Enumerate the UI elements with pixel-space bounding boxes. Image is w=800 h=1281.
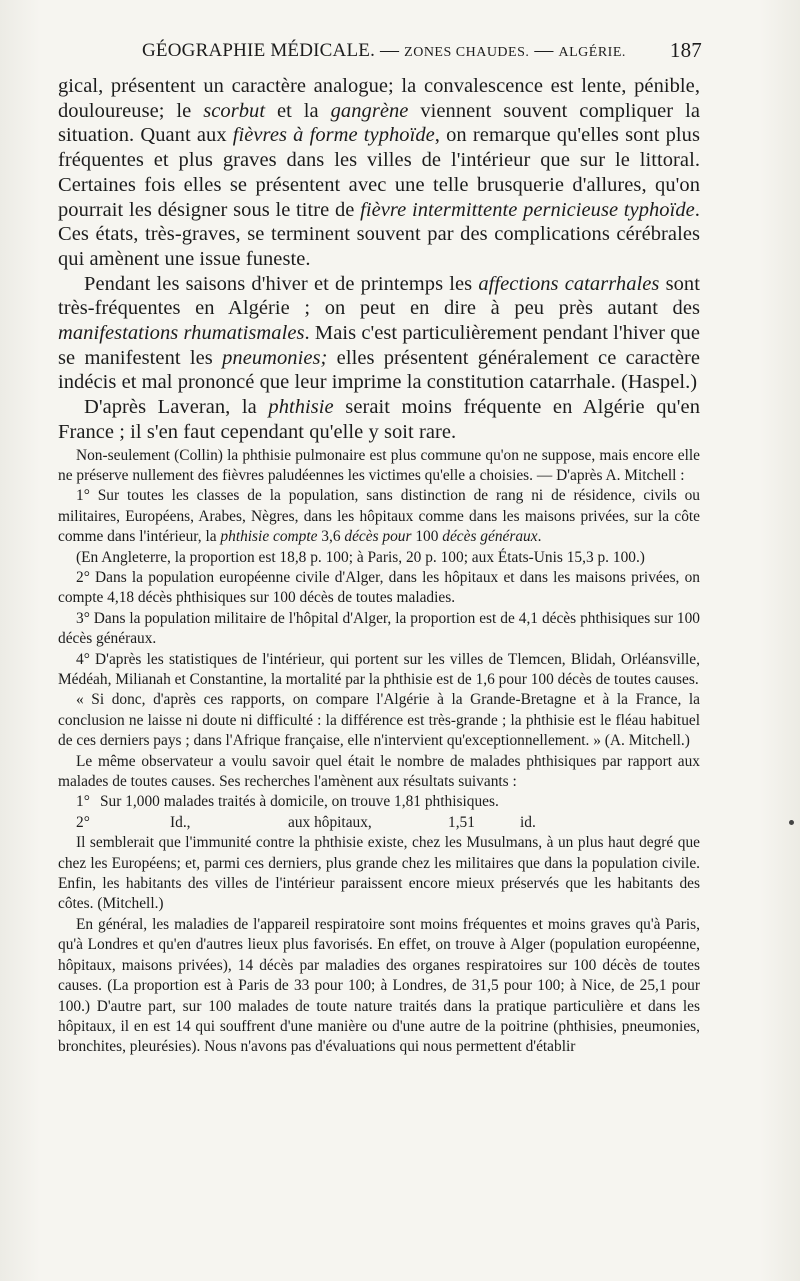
row-number: 2° — [76, 813, 90, 831]
italic-term: gangrène — [330, 99, 409, 122]
main-text — [58, 74, 700, 445]
paragraph: Non-seulement (Collin) la phthisie pulmonaire est plus commune qu'on ne suppose, mais encore elle ne préserve nullement des fièvres paludéennes les victimes qu'elle a choisies. — D'après A. Mitchell : — [58, 446, 700, 484]
text-run: D'après Laveran, la — [84, 396, 269, 419]
italic-term: manifestations rhumatismales — [58, 322, 305, 345]
text-run: sont très-fréquentes en Algérie ; on peut en dire à peu près autant des — [58, 272, 700, 320]
paragraph: 2° Dans la population européenne civile d'Alger, dans les hôpitaux et dans les maisons privées, on compte 4,18 décès phthisiques sur 100 décès de toutes maladies. — [58, 568, 700, 607]
text-run: , on remarque qu'elles sont plus fréquentes et plus graves dans les villes de l'intérieur que sur le littoral. Certaines fois elles se présentent avec une telle brusquerie d'allures, qu'on pourrait les désigner sous le titre de — [58, 124, 700, 221]
row-number: 1° — [76, 793, 90, 811]
paragraph — [58, 74, 700, 272]
quotation: « Si donc, d'après ces rapports, on compare l'Algérie à la Grande-Bretagne et à la France, la conclusion ne laisse ni doute ni difficulté : la différence est très-grande ; la phthisie est le fléau habituel de ces derniers pays ; dans l'Afrique française, elle n'intervient qu'exceptionnellement. » (A. Mitchell.) — [58, 691, 700, 750]
row-text: Sur 1,000 malades traités à domicile, on trouve 1,81 phthisiques. — [100, 793, 499, 811]
italic-term: fièvres à forme typhoïde — [232, 124, 435, 147]
paragraph — [58, 395, 700, 444]
italic-term: phthisie — [268, 396, 334, 419]
italic-term: fièvre intermittente pernicieuse typhoïde — [360, 198, 695, 221]
italic-term: affections catarrhales — [478, 272, 660, 295]
header-dash: — — [534, 40, 554, 61]
italic-term: pneumonies; — [222, 346, 328, 369]
paragraph: 3° Dans la population militaire de l'hôpital d'Alger, la proportion est de 4,1 décès phthisiques sur 100 décès généraux. — [58, 609, 700, 648]
paragraph: (En Angleterre, la proportion est 18,8 p. 100; à Paris, 20 p. 100; aux États-Unis 15,3 p. 100.) — [76, 548, 645, 566]
paragraph: Il semblerait que l'immunité contre la phthisie existe, chez les Musulmans, à un plus haut degré que chez les Européens; et, parmi ces derniers, plus grande chez les militaires que dans la population civile. Enfin, les habitants des villes de l'intérieur paraissent encore mieux préservés que les habitants des côtes. (Mitchell.) — [58, 834, 700, 913]
header-title-main: GÉOGRAPHIE MÉDICALE. — [142, 40, 376, 61]
row-idem: Id., — [170, 813, 191, 831]
running-title — [142, 40, 626, 62]
text-run: elles présentent généralement ce caractère indécis et mal prononcé que leur imprime la constitution catarrhale. (Haspel.) — [58, 346, 700, 394]
header-dash: — — [380, 40, 400, 61]
row-location: aux hôpitaux, — [288, 813, 372, 831]
text-run: serait moins fréquente en Algérie qu'en France ; il s'en faut cependant qu'elle y soit rare. — [58, 396, 700, 443]
paragraph: Le même observateur a voulu savoir quel était le nombre de malades phthisiques par rapport aux malades de toutes causes. Ses recherches l'amènent aux résultats suivants : — [58, 752, 700, 791]
paragraph — [58, 486, 700, 547]
text-run: . Ces états, très-graves, se terminent souvent par des complications cérébrales qui amènent une issue funeste. — [58, 198, 700, 270]
italic-term: phthisie compte — [220, 528, 318, 546]
text-run: 100 — [411, 528, 443, 546]
small-print-text — [58, 446, 700, 1058]
paragraph: En général, les maladies de l'appareil respiratoire sont moins fréquentes et moins graves qu'à Paris, qu'à Londres et qu'en d'autres lieux plus favorisés. En effet, on trouve à Alger (population européenne, hôpitaux, maisons privées), 14 décès par maladies des organes respiratoires sur 100 décès de toutes causes. (La proportion est à Paris de 33 pour 100; à Londres, de 31,5 pour 100; à Nice, de 25,1 pour 100.) D'autre part, sur 100 malades de toute nature traités dans la pratique particulière et dans les hôpitaux, il en est 14 qui souffrent d'une manière ou d'une autre de la poitrine (phthisies, pneumonies, bronchites, pleurésies). Nous n'avons pas d'évaluations qui nous permettent d'établir — [58, 915, 700, 1056]
text-run: . — [537, 528, 542, 546]
result-row — [58, 813, 700, 833]
italic-term: décès généraux — [442, 528, 538, 546]
page-number: 187 — [669, 38, 702, 62]
italic-term: décès pour — [344, 528, 412, 546]
text-run: gical, présentent un caractère analogue; la convalescence est lente, pénible, douloureuse; le — [58, 75, 700, 122]
text-run: . Mais c'est particulièrement pendant l'hiver que se manifestent les — [58, 322, 700, 369]
text-run: Pendant les saisons d'hiver et de printemps les — [84, 272, 479, 295]
text-run: 1° Sur toutes les classes de la population, sans distinction de rang ni de résidence, civils ou militaires, Européens, Arabes, Nègres, dans les hôpitaux comme dans les maisons privées, sur la côte comme dans l'intérieur, la — [58, 487, 700, 546]
row-idem: id. — [520, 813, 536, 831]
page-body — [58, 74, 700, 1058]
result-row — [58, 792, 700, 812]
row-value: 1,51 — [448, 813, 475, 831]
header-section: ZONES CHAUDES. — [404, 45, 530, 60]
italic-term: scorbut — [203, 99, 266, 122]
running-header — [58, 38, 702, 68]
paragraph: 4° D'après les statistiques de l'intérieur, qui portent sur les villes de Tlemcen, Blidah, Orléansville, Médéah, Milianah et Constantine, la mortalité par la phthisie est de 1,6 pour 100 décès de toutes causes. — [58, 650, 700, 689]
text-run: et la — [265, 99, 331, 122]
text-run: viennent souvent compliquer la situation. Quant aux — [58, 99, 700, 147]
text-run: 3,6 — [317, 528, 345, 546]
margin-mark — [789, 820, 794, 825]
header-subsection: ALGÉRIE. — [558, 45, 626, 60]
paragraph — [58, 272, 700, 396]
